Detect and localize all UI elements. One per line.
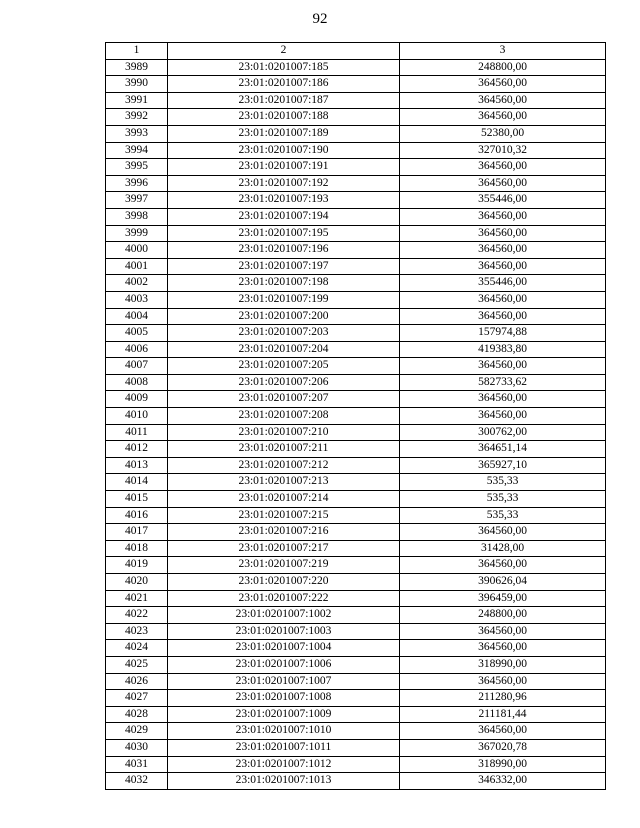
row-number-cell: 3999 [106, 225, 168, 242]
row-number-cell: 4005 [106, 325, 168, 342]
value-cell: 31428,00 [400, 540, 606, 557]
row-number-cell: 4024 [106, 640, 168, 657]
row-number-cell: 4032 [106, 773, 168, 790]
cadastral-number-cell: 23:01:0201007:208 [168, 408, 400, 425]
row-number-cell: 4009 [106, 391, 168, 408]
cadastral-number-cell: 23:01:0201007:217 [168, 540, 400, 557]
row-number-cell: 3990 [106, 76, 168, 93]
row-number-cell: 4017 [106, 524, 168, 541]
row-number-cell: 4020 [106, 574, 168, 591]
row-number-cell: 3997 [106, 192, 168, 209]
row-number-cell: 4004 [106, 308, 168, 325]
cadastral-number-cell: 23:01:0201007:204 [168, 341, 400, 358]
cadastral-number-cell: 23:01:0201007:210 [168, 424, 400, 441]
row-number-cell: 4013 [106, 457, 168, 474]
cadastral-number-cell: 23:01:0201007:197 [168, 258, 400, 275]
row-number-cell: 4026 [106, 673, 168, 690]
value-cell: 364560,00 [400, 673, 606, 690]
cadastral-number-cell: 23:01:0201007:1013 [168, 773, 400, 790]
row-number-cell: 3993 [106, 125, 168, 142]
cadastral-number-cell: 23:01:0201007:189 [168, 125, 400, 142]
table-row [106, 723, 606, 740]
cadastral-number-cell: 23:01:0201007:206 [168, 374, 400, 391]
row-number-cell: 4014 [106, 474, 168, 491]
value-cell: 364560,00 [400, 258, 606, 275]
row-number-cell: 4007 [106, 358, 168, 375]
table-row [106, 557, 606, 574]
row-number-cell: 4022 [106, 607, 168, 624]
cadastral-number-cell: 23:01:0201007:190 [168, 142, 400, 159]
row-number-cell: 4030 [106, 739, 168, 756]
cadastral-number-cell: 23:01:0201007:212 [168, 457, 400, 474]
value-cell: 364560,00 [400, 109, 606, 126]
cadastral-number-cell: 23:01:0201007:195 [168, 225, 400, 242]
table-row [106, 76, 606, 93]
table-row [106, 607, 606, 624]
row-number-cell: 4001 [106, 258, 168, 275]
value-cell: 211280,96 [400, 690, 606, 707]
cadastral-number-cell: 23:01:0201007:187 [168, 92, 400, 109]
cadastral-number-cell: 23:01:0201007:214 [168, 491, 400, 508]
value-cell: 535,33 [400, 507, 606, 524]
cadastral-value-table [105, 42, 606, 790]
table-row [106, 391, 606, 408]
table-row [106, 590, 606, 607]
row-number-cell: 4000 [106, 242, 168, 259]
table-row [106, 673, 606, 690]
column-header-2: 2 [168, 43, 400, 60]
cadastral-number-cell: 23:01:0201007:216 [168, 524, 400, 541]
row-number-cell: 4015 [106, 491, 168, 508]
value-cell: 364560,00 [400, 640, 606, 657]
value-cell: 367020,78 [400, 739, 606, 756]
cadastral-number-cell: 23:01:0201007:215 [168, 507, 400, 524]
row-number-cell: 4008 [106, 374, 168, 391]
row-number-cell: 3995 [106, 159, 168, 176]
row-number-cell: 4025 [106, 656, 168, 673]
cadastral-number-cell: 23:01:0201007:1006 [168, 656, 400, 673]
value-cell: 364560,00 [400, 557, 606, 574]
table-row [106, 756, 606, 773]
table-row [106, 192, 606, 209]
cadastral-number-cell: 23:01:0201007:194 [168, 208, 400, 225]
table-row [106, 358, 606, 375]
value-cell: 52380,00 [400, 125, 606, 142]
value-cell: 396459,00 [400, 590, 606, 607]
table-row [106, 308, 606, 325]
value-cell: 364651,14 [400, 441, 606, 458]
value-cell: 364560,00 [400, 242, 606, 259]
row-number-cell: 4021 [106, 590, 168, 607]
cadastral-number-cell: 23:01:0201007:196 [168, 242, 400, 259]
cadastral-number-cell: 23:01:0201007:1009 [168, 706, 400, 723]
table-row [106, 656, 606, 673]
cadastral-number-cell: 23:01:0201007:199 [168, 291, 400, 308]
cadastral-number-cell: 23:01:0201007:1008 [168, 690, 400, 707]
row-number-cell: 3992 [106, 109, 168, 126]
cadastral-number-cell: 23:01:0201007:1012 [168, 756, 400, 773]
value-cell: 346332,00 [400, 773, 606, 790]
value-cell: 364560,00 [400, 391, 606, 408]
row-number-cell: 3994 [106, 142, 168, 159]
cadastral-number-cell: 23:01:0201007:192 [168, 175, 400, 192]
table-row [106, 242, 606, 259]
value-cell: 419383,80 [400, 341, 606, 358]
row-number-cell: 3991 [106, 92, 168, 109]
table-row [106, 623, 606, 640]
cadastral-number-cell: 23:01:0201007:205 [168, 358, 400, 375]
table-row [106, 225, 606, 242]
table-row [106, 341, 606, 358]
row-number-cell: 4027 [106, 690, 168, 707]
cadastral-number-cell: 23:01:0201007:1003 [168, 623, 400, 640]
table-row [106, 59, 606, 76]
table-row [106, 208, 606, 225]
table-body [106, 59, 606, 789]
table-row [106, 507, 606, 524]
value-cell: 364560,00 [400, 358, 606, 375]
value-cell: 157974,88 [400, 325, 606, 342]
table-header-row [106, 43, 606, 60]
value-cell: 364560,00 [400, 208, 606, 225]
cadastral-number-cell: 23:01:0201007:211 [168, 441, 400, 458]
table-row [106, 457, 606, 474]
table-row [106, 574, 606, 591]
value-cell: 535,33 [400, 491, 606, 508]
table-row [106, 175, 606, 192]
row-number-cell: 3996 [106, 175, 168, 192]
table-row [106, 291, 606, 308]
value-cell: 390626,04 [400, 574, 606, 591]
table-row [106, 739, 606, 756]
column-header-3: 3 [400, 43, 606, 60]
table-row [106, 773, 606, 790]
row-number-cell: 4006 [106, 341, 168, 358]
table-row [106, 441, 606, 458]
cadastral-number-cell: 23:01:0201007:200 [168, 308, 400, 325]
table-row [106, 142, 606, 159]
value-cell: 318990,00 [400, 656, 606, 673]
table-row [106, 540, 606, 557]
table-row [106, 640, 606, 657]
table-row [106, 125, 606, 142]
value-cell: 364560,00 [400, 723, 606, 740]
cadastral-number-cell: 23:01:0201007:198 [168, 275, 400, 292]
value-cell: 248800,00 [400, 607, 606, 624]
value-cell: 364560,00 [400, 175, 606, 192]
value-cell: 364560,00 [400, 225, 606, 242]
value-cell: 364560,00 [400, 159, 606, 176]
row-number-cell: 4029 [106, 723, 168, 740]
row-number-cell: 4011 [106, 424, 168, 441]
cadastral-number-cell: 23:01:0201007:1004 [168, 640, 400, 657]
value-cell: 355446,00 [400, 192, 606, 209]
value-cell: 364560,00 [400, 623, 606, 640]
cadastral-number-cell: 23:01:0201007:1011 [168, 739, 400, 756]
row-number-cell: 3998 [106, 208, 168, 225]
cadastral-number-cell: 23:01:0201007:1002 [168, 607, 400, 624]
value-cell: 364560,00 [400, 308, 606, 325]
table-row [106, 109, 606, 126]
value-cell: 535,33 [400, 474, 606, 491]
row-number-cell: 4010 [106, 408, 168, 425]
table-row [106, 524, 606, 541]
row-number-cell: 4031 [106, 756, 168, 773]
page-number: 92 [312, 11, 328, 27]
row-number-cell: 4019 [106, 557, 168, 574]
value-cell: 318990,00 [400, 756, 606, 773]
table-row [106, 706, 606, 723]
table-row [106, 275, 606, 292]
row-number-cell: 4028 [106, 706, 168, 723]
value-cell: 248800,00 [400, 59, 606, 76]
cadastral-number-cell: 23:01:0201007:1010 [168, 723, 400, 740]
table-row [106, 92, 606, 109]
value-cell: 327010,32 [400, 142, 606, 159]
cadastral-number-cell: 23:01:0201007:186 [168, 76, 400, 93]
value-cell: 364560,00 [400, 92, 606, 109]
table-row [106, 474, 606, 491]
value-cell: 300762,00 [400, 424, 606, 441]
value-cell: 364560,00 [400, 291, 606, 308]
table-row [106, 374, 606, 391]
cadastral-number-cell: 23:01:0201007:219 [168, 557, 400, 574]
table-row [106, 258, 606, 275]
table-row [106, 491, 606, 508]
cadastral-number-cell: 23:01:0201007:213 [168, 474, 400, 491]
cadastral-number-cell: 23:01:0201007:222 [168, 590, 400, 607]
value-cell: 365927,10 [400, 457, 606, 474]
table-row [106, 424, 606, 441]
row-number-cell: 4023 [106, 623, 168, 640]
cadastral-number-cell: 23:01:0201007:203 [168, 325, 400, 342]
cadastral-number-cell: 23:01:0201007:185 [168, 59, 400, 76]
value-cell: 364560,00 [400, 524, 606, 541]
column-header-1: 1 [106, 43, 168, 60]
cadastral-number-cell: 23:01:0201007:191 [168, 159, 400, 176]
row-number-cell: 4012 [106, 441, 168, 458]
table-row [106, 690, 606, 707]
row-number-cell: 4016 [106, 507, 168, 524]
value-cell: 364560,00 [400, 76, 606, 93]
cadastral-number-cell: 23:01:0201007:1007 [168, 673, 400, 690]
row-number-cell: 4018 [106, 540, 168, 557]
row-number-cell: 4003 [106, 291, 168, 308]
cadastral-number-cell: 23:01:0201007:188 [168, 109, 400, 126]
table-row [106, 325, 606, 342]
table-row [106, 408, 606, 425]
cadastral-number-cell: 23:01:0201007:193 [168, 192, 400, 209]
row-number-cell: 3989 [106, 59, 168, 76]
value-cell: 364560,00 [400, 408, 606, 425]
cadastral-number-cell: 23:01:0201007:207 [168, 391, 400, 408]
cadastral-number-cell: 23:01:0201007:220 [168, 574, 400, 591]
row-number-cell: 4002 [106, 275, 168, 292]
value-cell: 211181,44 [400, 706, 606, 723]
value-cell: 355446,00 [400, 275, 606, 292]
table-row [106, 159, 606, 176]
value-cell: 582733,62 [400, 374, 606, 391]
